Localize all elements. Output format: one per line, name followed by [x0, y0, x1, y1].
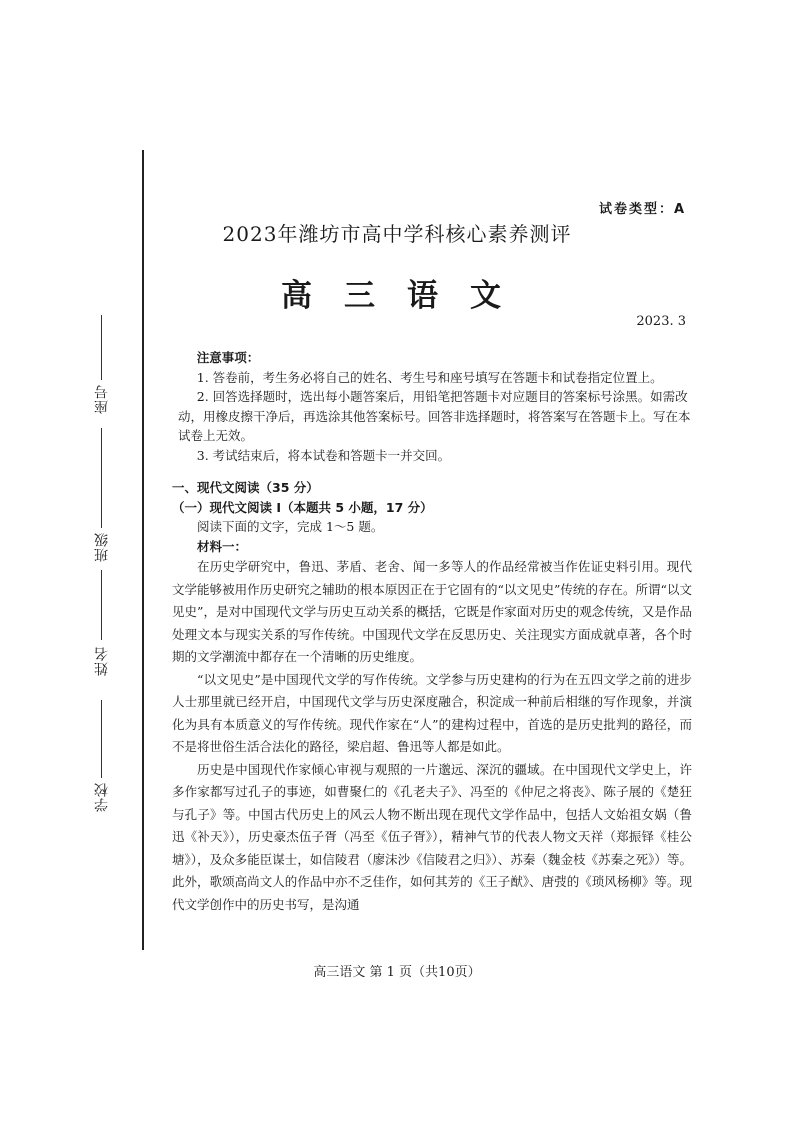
seat-label: 座号	[94, 384, 110, 414]
school-label: 学校	[94, 782, 110, 812]
seat-blank	[101, 315, 102, 380]
exam-title: 2023年潍坊市高中学科核心素养测评	[222, 222, 572, 246]
passage-paragraph: 历史是中国现代作家倾心审视与观照的一片邈远、深沉的疆域。在中国现代文学史上，许多作家都写过孔子的事迹，如曹聚仁的《孔老夫子》、冯至的《仲尼之将丧》、陈子展的《楚狂与孔子》等。中国古代历史上的风云人物不断出现在现代文学作品中，包括人文始祖女娲（鲁迅《补天》），历史豪杰伍子胥（冯至《伍子胥》），精神气节的代表人物文天祥（郑振铎《桂公塘》），及众多能臣谋士，如信陵君（廖沫沙《信陵君之归》）、苏秦（魏金枝《苏秦之死》）等。此外，歌颂高尚文人的作品中亦不乏佳作，如何其芳的《王子猷》、唐弢的《琐风杨柳》等。现代文学创作中的历史书写，是沟通	[172, 761, 692, 912]
material-label: 材料一：	[197, 538, 248, 554]
name-label: 姓名	[94, 646, 110, 676]
passage-paragraph: “以文见史”是中国现代文学的写作传统。文学参与历史建构的行为在五四文学之前的进步人士那里就已经开启，中国现代文学与历史深度融合，积淀成一种前后相继的写作现象，并演化为具有本质意义的写作传统。现代作家在“人”的建构过程中，首选的是历史批判的路径，而不是将世俗生活合法化的路径，梁启超、鲁迅等人都是如此。	[172, 671, 692, 754]
class-label: 班级	[94, 532, 110, 562]
school-blank	[101, 700, 102, 778]
section-subheading: （一）现代文阅读 Ⅰ（本题共 5 小题，17 分）	[172, 499, 433, 515]
reading-section	[172, 478, 692, 916]
notice-item: 3. 考试结束后，将本试卷和答题卡一并交回。	[196, 447, 451, 463]
page-footer: 高三语文 第 1 页（共10页）	[313, 965, 481, 980]
notice-title: 注意事项：	[196, 350, 260, 365]
exam-type-label: 试卷类型：A	[598, 202, 686, 217]
exam-date: 2023. 3	[636, 314, 686, 329]
reading-instruction: 阅读下面的文字，完成 1～5 题。	[197, 519, 384, 534]
name-blank	[101, 570, 102, 640]
notice-block	[178, 348, 692, 465]
class-blank	[101, 428, 102, 528]
section-heading: 一、现代文阅读（35 分）	[172, 480, 319, 495]
notice-item: 1. 答卷前，考生务必将自己的姓名、考生号和座号填写在答题卡和试卷指定位置上。	[196, 369, 663, 385]
notice-item: 2. 回答选择题时，选出每小题答案后，用铅笔把答题卡对应题目的答案标号涂黑。如需改动，用橡皮擦干净后，再选涂其他答案标号。回答非选择题时，将答案写在答题卡上。写在本试卷上无效。	[178, 389, 691, 443]
subject-title: 高三语文	[281, 278, 533, 314]
passage-paragraph: 在历史学研究中，鲁迅、茅盾、老舍、闻一多等人的作品经常被当作佐证史料引用。现代文学能够被用作历史研究之辅助的根本原因正在于它固有的“以文见史”传统的存在。所谓“以文见史”，是对中国现代文学与历史互动关系的概括，它既是作家面对历史的观念传统，又是作品处理文本与现实关系的写作传统。中国现代文学在反思历史、关注现实方面成就卓著，各个时期的文学潮流中都存在一个清晰的历史维度。	[172, 559, 692, 664]
